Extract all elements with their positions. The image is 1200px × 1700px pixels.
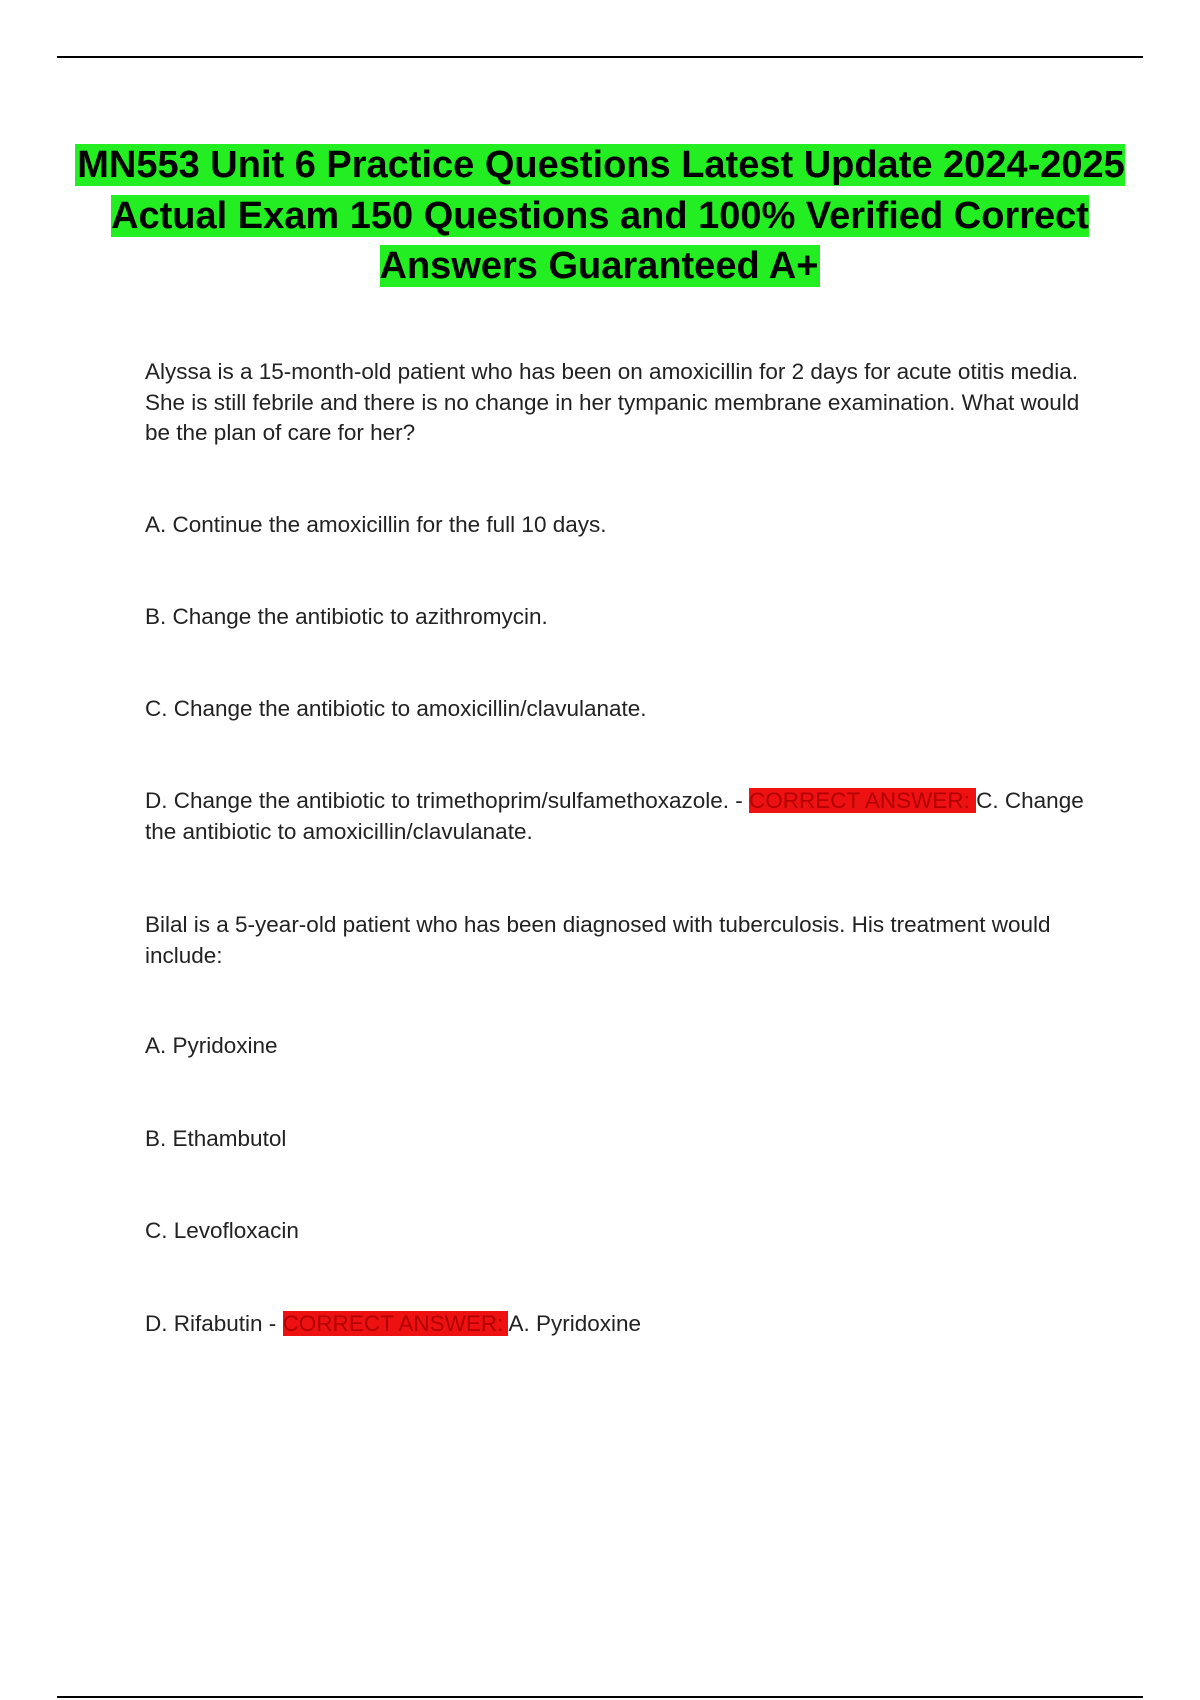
option-text: D. Change the antibiotic to trimethoprim/sulfamethoxazole. - xyxy=(145,788,750,813)
correct-answer-label: CORRECT ANSWER: xyxy=(282,1311,509,1336)
title-highlight: MN553 Unit 6 Practice Questions Latest Update 2024-2025 Actual Exam 150 Questions and 100% Verified Correct Answers Guaranteed A+ xyxy=(77,144,1125,287)
answer-option-with-key xyxy=(145,786,1090,847)
correct-answer-label: CORRECT ANSWER: xyxy=(749,788,977,813)
document-title xyxy=(60,140,1140,292)
bottom-rule xyxy=(57,1696,1143,1698)
answer-option: C. Change the antibiotic to amoxicillin/clavulanate. xyxy=(145,696,647,721)
question-stem: Bilal is a 5-year-old patient who has been diagnosed with tuberculosis. His treatment would include: xyxy=(145,912,1051,968)
question-stem: Alyssa is a 15-month-old patient who has been on amoxicillin for 2 days for acute otitis media. She is still febrile and there is no change in her tympanic membrane examination. What would be the plan of care for her? xyxy=(145,359,1080,445)
answer-option: B. Ethambutol xyxy=(145,1126,287,1151)
top-rule xyxy=(57,56,1143,58)
option-text: D. Rifabutin - xyxy=(145,1311,283,1336)
answer-option: A. Continue the amoxicillin for the full 10 days. xyxy=(145,512,607,537)
answer-option: B. Change the antibiotic to azithromycin. xyxy=(145,604,548,629)
answer-option: A. Pyridoxine xyxy=(145,1033,278,1058)
answer-option-with-key xyxy=(145,1309,1090,1340)
correct-answer-text: C. Change the antibiotic to amoxicillin/clavulanate. xyxy=(145,788,1084,844)
correct-answer-text: A. Pyridoxine xyxy=(508,1311,641,1336)
answer-option: C. Levofloxacin xyxy=(145,1218,299,1243)
